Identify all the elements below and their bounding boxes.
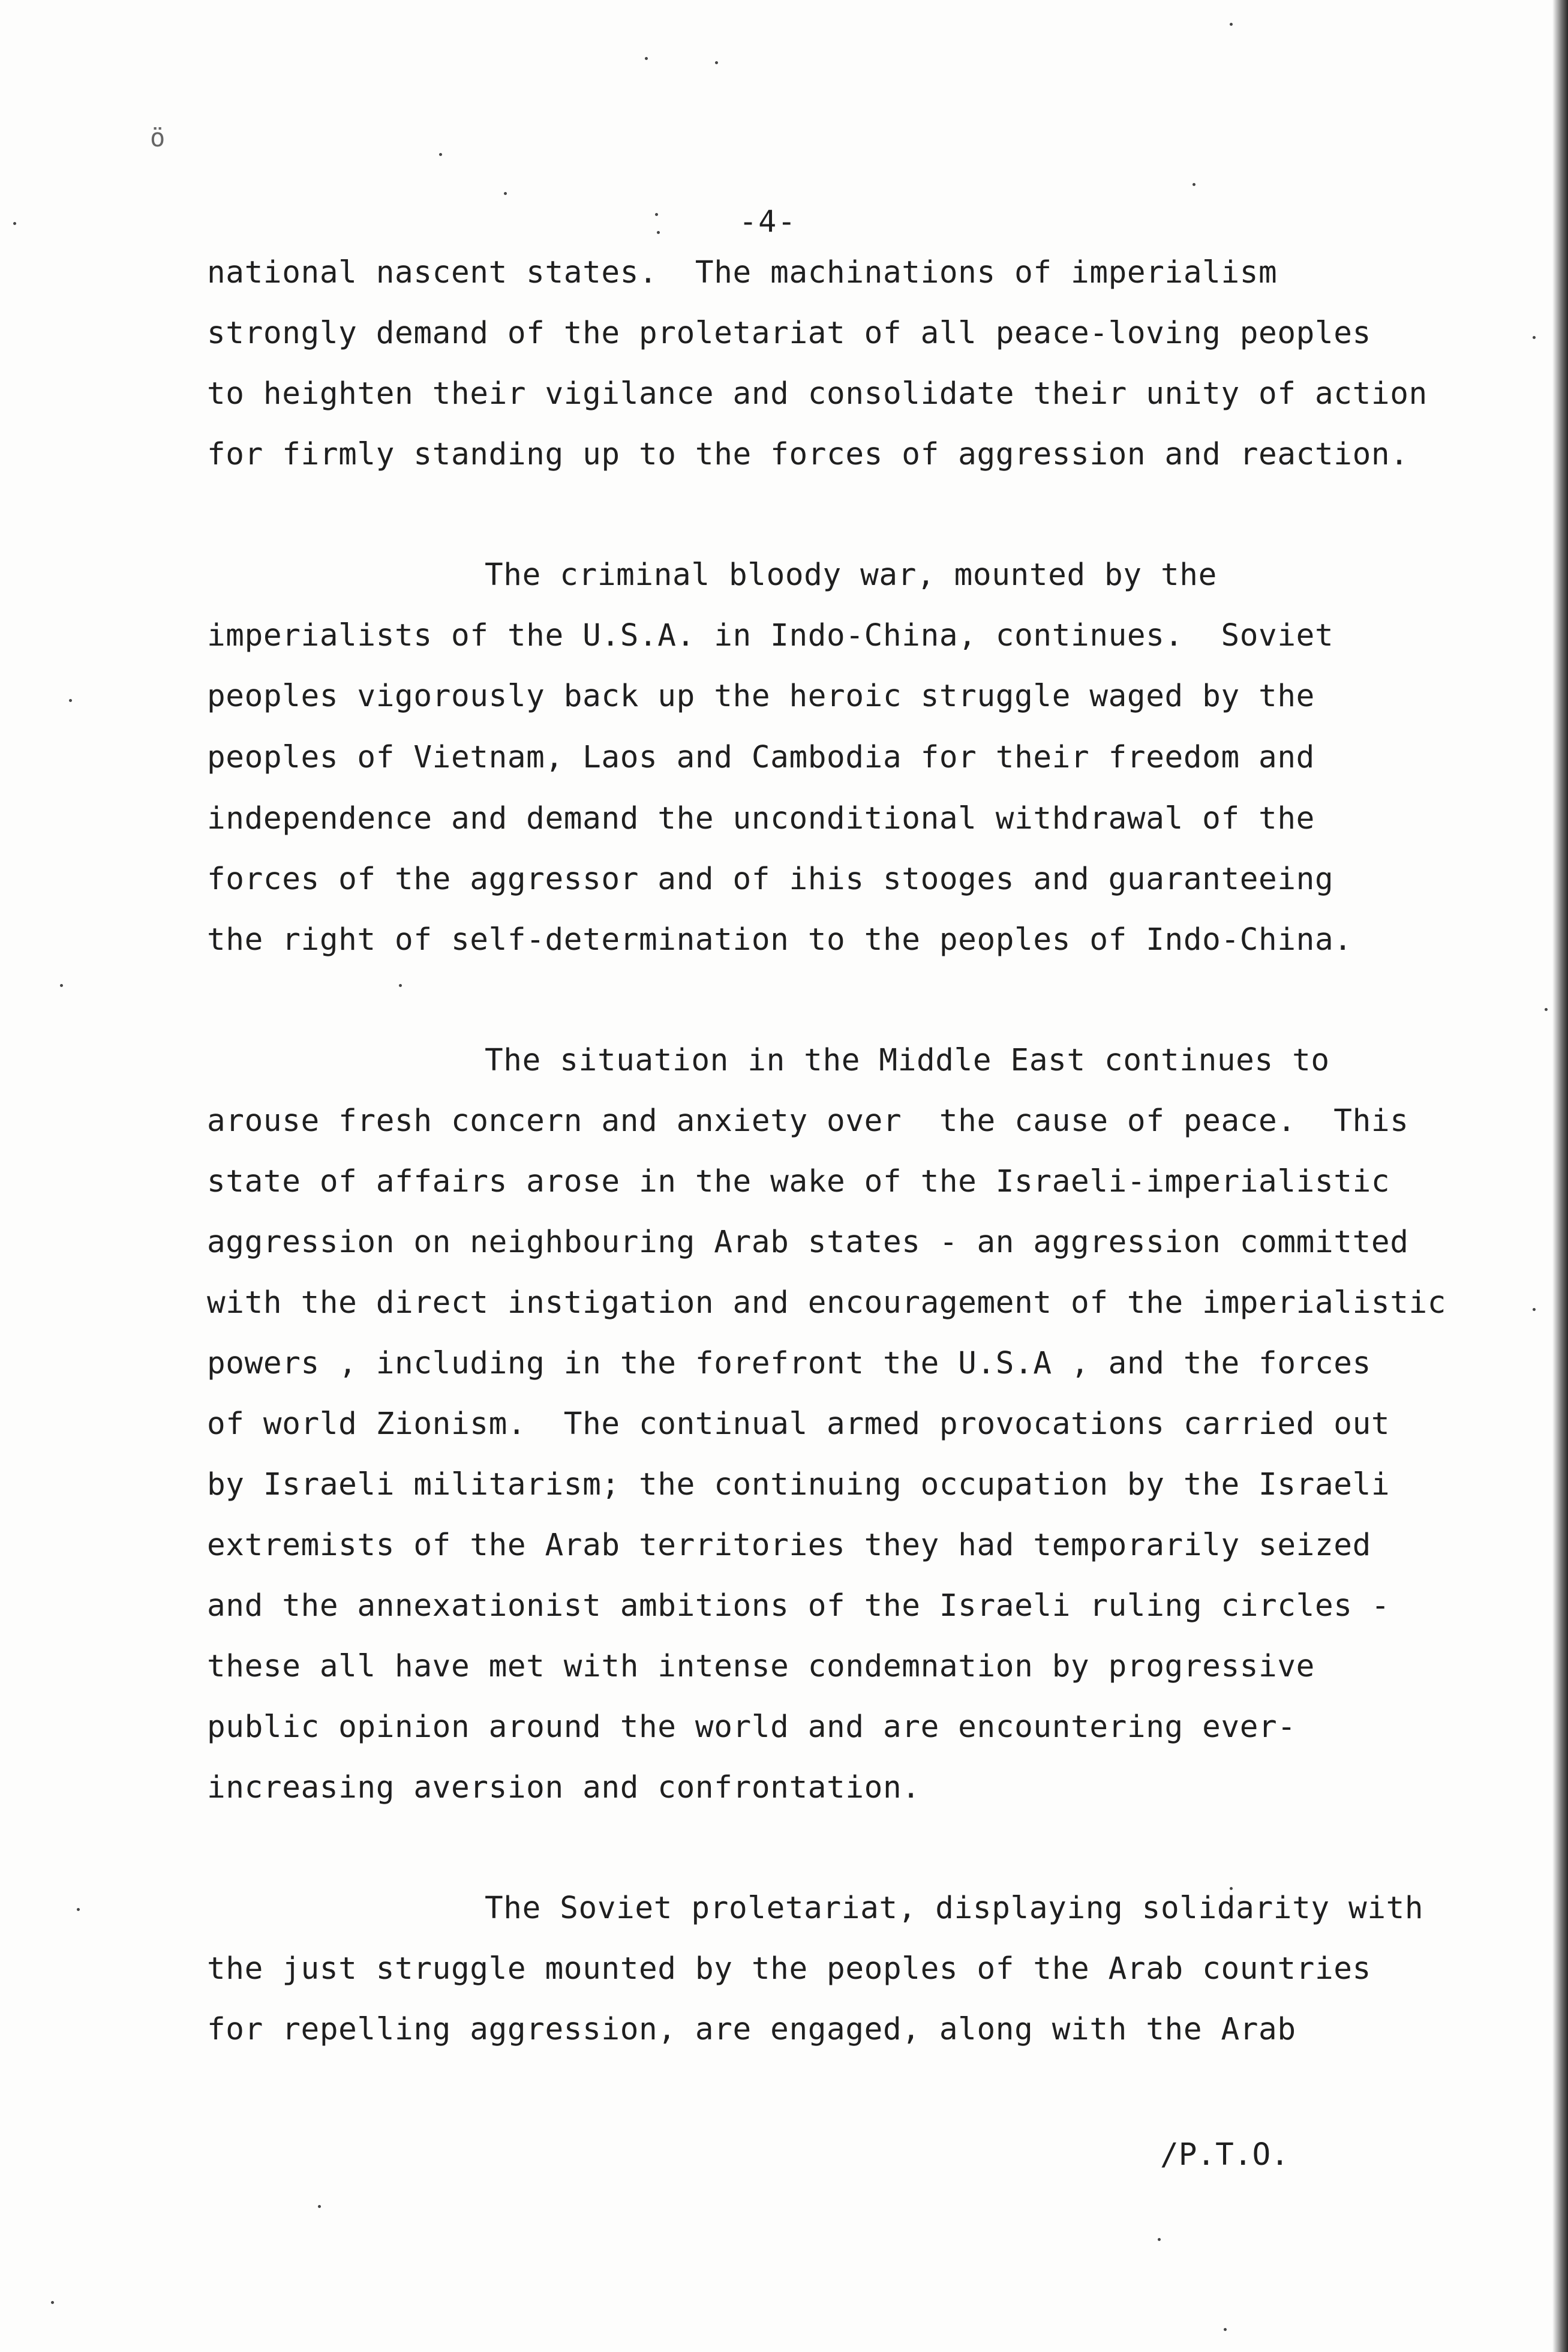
paragraph-3-line: these all have met with intense condemnation by progressive [207, 1649, 1315, 1684]
paragraph-3-line: increasing aversion and confrontation. [207, 1770, 921, 1805]
paragraph-2-line: forces of the aggressor and of ihis stooges and guaranteeing [207, 862, 1334, 897]
paragraph-3-line: with the direct instigation and encouragement of the imperialistic [207, 1285, 1447, 1321]
paragraph-3-line: powers , including in the forefront the U.S.A , and the forces [207, 1346, 1371, 1381]
scan-speck [399, 984, 402, 987]
paragraph-3-line: public opinion around the world and are encountering ever- [207, 1709, 1296, 1745]
paragraph-3-line: state of affairs arose in the wake of the Israeli-imperialistic [207, 1164, 1390, 1199]
scan-speck [1533, 1308, 1536, 1311]
paragraph-2-line: imperialists of the U.S.A. in Indo-China, continues. Soviet [207, 618, 1334, 653]
scan-speck [504, 192, 507, 195]
please-turn-over-mark: /P.T.O. [1160, 2137, 1289, 2173]
scan-speck [1533, 336, 1536, 339]
scan-speck [657, 231, 660, 234]
paragraph-1-line: for firmly standing up to the forces of aggression and reaction. [207, 437, 1409, 472]
paragraph-1-line: strongly demand of the proletariat of all peace-loving peoples [207, 316, 1371, 351]
paragraph-3-line: arouse fresh concern and anxiety over the cause of peace. This [207, 1103, 1409, 1139]
scan-speck [1230, 23, 1233, 26]
scan-speck [69, 699, 72, 702]
scan-speck [1230, 1887, 1233, 1890]
page-number: -4- [739, 204, 797, 239]
scan-speck [51, 2301, 54, 2304]
paragraph-2-line: independence and demand the unconditional withdrawal of the [207, 801, 1315, 836]
scan-speck [439, 153, 442, 156]
scan-speck [1545, 1008, 1548, 1011]
paragraph-4-line: the just struggle mounted by the peoples of the Arab countries [207, 1951, 1371, 1987]
corner-mark: ö [150, 123, 166, 152]
paragraph-3-line: of world Zionism. The continual armed provocations carried out [207, 1406, 1390, 1442]
paragraph-3-line: by Israeli militarism; the continuing occupation by the Israeli [207, 1467, 1390, 1502]
scan-speck [77, 1908, 80, 1911]
scan-speck [1192, 183, 1195, 186]
paragraph-3-line: aggression on neighbouring Arab states - an aggression committed [207, 1225, 1409, 1260]
scan-edge-shadow [1552, 0, 1568, 2352]
scan-speck [1224, 2328, 1227, 2331]
paragraph-3-line: and the annexationist ambitions of the Israeli ruling circles - [207, 1588, 1390, 1624]
scan-speck [645, 57, 648, 60]
paragraph-2-line: the right of self-determination to the peoples of Indo-China. [207, 922, 1353, 958]
paragraph-1-line: to heighten their vigilance and consolidate their unity of action [207, 376, 1428, 412]
scan-speck [655, 213, 658, 216]
paragraph-3-line: The situation in the Middle East continues to [485, 1043, 1330, 1078]
scan-speck [318, 2205, 321, 2208]
scan-speck [60, 984, 63, 987]
paragraph-2-line: peoples vigorously back up the heroic struggle waged by the [207, 679, 1315, 714]
scan-speck [13, 222, 16, 225]
paragraph-4-line: for repelling aggression, are engaged, along with the Arab [207, 2012, 1296, 2047]
paragraph-2-line: The criminal bloody war, mounted by the [485, 557, 1217, 593]
paragraph-1-line: national nascent states. The machinations of imperialism [207, 255, 1278, 290]
paragraph-2-line: peoples of Vietnam, Laos and Cambodia for their freedom and [207, 740, 1315, 775]
paragraph-4-line: The Soviet proletariat, displaying solidarity with [485, 1891, 1424, 1926]
scan-speck [715, 61, 718, 64]
scan-speck [1158, 2238, 1161, 2241]
paragraph-3-line: extremists of the Arab territories they had temporarily seized [207, 1528, 1371, 1563]
